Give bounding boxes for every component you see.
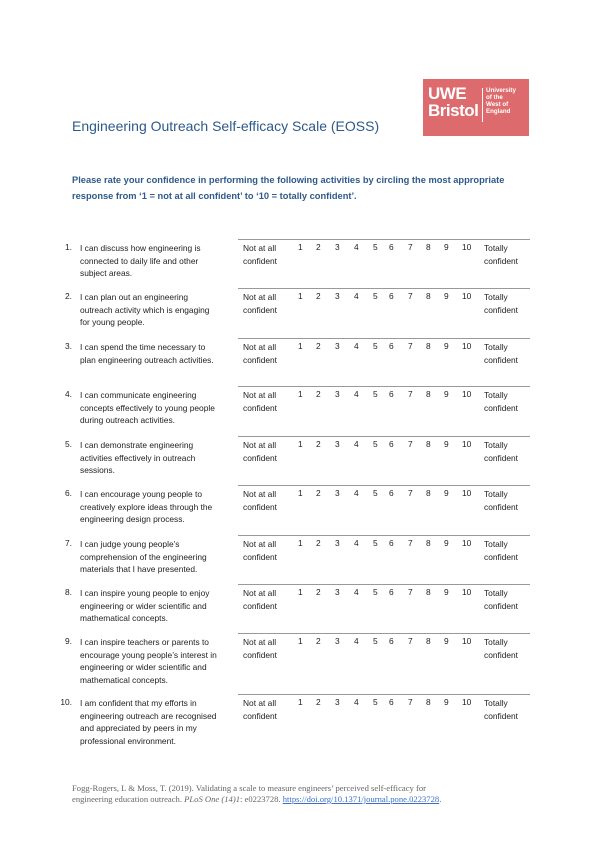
statement-line: I can inspire young people to enjoy xyxy=(80,588,210,598)
scale-option[interactable]: 5 xyxy=(373,697,378,707)
scale-option[interactable]: 1 xyxy=(298,389,303,399)
low-anchor-line: Not at all xyxy=(243,489,277,499)
statement-line: I can discuss how engineering is xyxy=(80,243,201,253)
instructions-line-1: Please rate your confidence in performing the following activities by circling the most appropriate xyxy=(72,175,505,185)
item-number: 9. xyxy=(65,636,72,646)
scale-option[interactable]: 9 xyxy=(444,538,449,548)
scale-option[interactable]: 2 xyxy=(316,242,321,252)
doi-link[interactable]: https://doi.org/10.1371/journal.pone.0223728 xyxy=(282,794,440,804)
scale-option[interactable]: 1 xyxy=(298,587,303,597)
high-anchor-label xyxy=(484,389,534,414)
scale-option[interactable]: 7 xyxy=(408,488,413,498)
scale-option[interactable]: 10 xyxy=(462,697,472,707)
item-number: 4. xyxy=(65,389,72,399)
scale-option[interactable]: 9 xyxy=(444,291,449,301)
statement-line: I can judge young people’s xyxy=(80,539,180,549)
row-divider xyxy=(238,633,530,634)
low-anchor-line: confident xyxy=(243,710,277,721)
low-anchor-line: Not at all xyxy=(243,292,277,302)
statement-line: I am confident that my efforts in xyxy=(80,698,197,708)
low-anchor-line: Not at all xyxy=(243,637,277,647)
table-row xyxy=(0,535,595,575)
low-anchor-label xyxy=(243,636,293,661)
row-divider xyxy=(238,584,530,585)
scale-option[interactable]: 6 xyxy=(389,697,394,707)
item-number: 7. xyxy=(65,538,72,548)
scale-option[interactable]: 10 xyxy=(462,389,472,399)
scale-option[interactable]: 7 xyxy=(408,291,413,301)
statement-line: during outreach activities. xyxy=(80,415,175,425)
high-anchor-line: Totally xyxy=(484,539,508,549)
high-anchor-line: Totally xyxy=(484,489,508,499)
scale-option[interactable]: 1 xyxy=(298,488,303,498)
high-anchor-line: confident xyxy=(484,551,518,562)
table-row xyxy=(0,288,595,328)
statement-line: I can demonstrate engineering xyxy=(80,440,194,450)
low-anchor-line: Not at all xyxy=(243,390,277,400)
item-statement xyxy=(80,488,235,526)
scale-option[interactable]: 3 xyxy=(335,587,340,597)
table-row xyxy=(0,338,595,378)
statement-line: engineering outreach are recognised xyxy=(80,710,217,721)
item-number: 5. xyxy=(65,439,72,449)
scale-option[interactable]: 9 xyxy=(444,697,449,707)
scale-option[interactable]: 3 xyxy=(335,389,340,399)
high-anchor-line: confident xyxy=(484,710,518,721)
logo-uni-line: England xyxy=(486,108,511,115)
table-row xyxy=(0,633,595,685)
scale-option[interactable]: 6 xyxy=(389,587,394,597)
table-row xyxy=(0,436,595,476)
high-anchor-line: confident xyxy=(484,304,518,315)
scale-option[interactable]: 3 xyxy=(335,439,340,449)
scale-option[interactable]: 2 xyxy=(316,291,321,301)
scale-option[interactable]: 10 xyxy=(462,291,472,301)
high-anchor-line: confident xyxy=(484,501,518,512)
scale-option[interactable]: 1 xyxy=(298,291,303,301)
statement-line: plan engineering outreach activities. xyxy=(80,354,214,365)
scale-option[interactable]: 8 xyxy=(426,636,431,646)
low-anchor-line: Not at all xyxy=(243,698,277,708)
low-anchor-label xyxy=(243,538,293,563)
citation-journal: PLoS One (14)1 xyxy=(184,794,241,804)
scale-option[interactable]: 9 xyxy=(444,389,449,399)
scale-option[interactable]: 1 xyxy=(298,636,303,646)
statement-line: outreach activity which is engaging xyxy=(80,304,210,315)
high-anchor-line: Totally xyxy=(484,637,508,647)
scale-option[interactable]: 1 xyxy=(298,439,303,449)
statement-line: materials that I have presented. xyxy=(80,564,198,574)
scale-option[interactable]: 4 xyxy=(354,488,359,498)
statement-line: mathematical concepts. xyxy=(80,613,168,623)
item-statement xyxy=(80,636,235,686)
scale-option[interactable]: 10 xyxy=(462,636,472,646)
instructions-line-2: response from ‘1 = not at all confident’ to ‘10 = totally confident’. xyxy=(72,191,357,201)
scale-option[interactable]: 9 xyxy=(444,242,449,252)
logo-uni-line: West of xyxy=(486,101,509,108)
statement-line: mathematical concepts. xyxy=(80,674,168,685)
uwe-bristol-logo xyxy=(423,79,529,136)
row-divider xyxy=(238,288,530,289)
item-statement xyxy=(80,291,235,329)
scale-option[interactable]: 8 xyxy=(426,439,431,449)
scale-option[interactable]: 10 xyxy=(462,488,472,498)
high-anchor-line: Totally xyxy=(484,390,508,400)
low-anchor-label xyxy=(243,242,293,267)
item-number: 2. xyxy=(65,291,72,301)
low-anchor-line: Not at all xyxy=(243,440,277,450)
logo-divider xyxy=(482,88,483,122)
low-anchor-line: confident xyxy=(243,551,277,562)
statement-line: connected to daily life and other xyxy=(80,255,199,266)
row-divider xyxy=(238,694,530,695)
scale-option[interactable]: 5 xyxy=(373,538,378,548)
low-anchor-label xyxy=(243,697,293,722)
high-anchor-line: confident xyxy=(484,452,518,463)
high-anchor-label xyxy=(484,488,534,513)
scale-option[interactable]: 7 xyxy=(408,439,413,449)
statement-line: for young people. xyxy=(80,317,145,327)
statement-line: sessions. xyxy=(80,465,115,475)
scale-option[interactable]: 4 xyxy=(354,697,359,707)
high-anchor-line: Totally xyxy=(484,440,508,450)
low-anchor-label xyxy=(243,439,293,464)
citation-part-2: engineering education outreach. xyxy=(72,794,185,804)
scale-option[interactable]: 5 xyxy=(373,587,378,597)
scale-option[interactable]: 8 xyxy=(426,389,431,399)
scale-option[interactable]: 7 xyxy=(408,587,413,597)
scale-option[interactable]: 4 xyxy=(354,242,359,252)
statement-line: engineering design process. xyxy=(80,514,185,524)
low-anchor-line: confident xyxy=(243,452,277,463)
high-anchor-label xyxy=(484,439,534,464)
high-anchor-line: Totally xyxy=(484,588,508,598)
scale-option[interactable]: 7 xyxy=(408,538,413,548)
high-anchor-label xyxy=(484,242,534,267)
scale-option[interactable]: 5 xyxy=(373,439,378,449)
statement-line: I can inspire teachers or parents to xyxy=(80,637,209,647)
item-statement xyxy=(80,587,235,625)
row-divider xyxy=(238,485,530,486)
scale-option[interactable]: 6 xyxy=(389,291,394,301)
statement-line: activities effectively in outreach xyxy=(80,452,196,463)
scale-option[interactable]: 3 xyxy=(335,697,340,707)
table-row xyxy=(0,239,595,279)
table-row xyxy=(0,694,595,746)
statement-line: engineering or wider scientific and xyxy=(80,600,207,611)
scale-option[interactable]: 5 xyxy=(373,341,378,351)
scale-option[interactable]: 9 xyxy=(444,587,449,597)
low-anchor-line: confident xyxy=(243,304,277,315)
statement-line: comprehension of the engineering xyxy=(80,551,207,562)
low-anchor-label xyxy=(243,389,293,414)
scale-option[interactable]: 6 xyxy=(389,341,394,351)
scale-option[interactable]: 9 xyxy=(444,439,449,449)
item-number: 1. xyxy=(65,242,72,252)
high-anchor-label xyxy=(484,341,534,366)
citation-part-4: . xyxy=(439,794,442,804)
scale-option[interactable]: 6 xyxy=(389,488,394,498)
scale-option[interactable]: 10 xyxy=(462,242,472,252)
scale-option[interactable]: 7 xyxy=(408,341,413,351)
scale-option[interactable]: 4 xyxy=(354,636,359,646)
scale-option[interactable]: 2 xyxy=(316,389,321,399)
scale-option[interactable]: 10 xyxy=(462,538,472,548)
logo-wordmark xyxy=(428,85,478,119)
row-divider xyxy=(238,239,530,240)
row-divider xyxy=(238,338,530,339)
statement-line: and appreciated by peers in my xyxy=(80,723,197,733)
item-statement xyxy=(80,389,235,427)
instructions xyxy=(72,172,542,204)
scale-option[interactable]: 2 xyxy=(316,697,321,707)
statement-line: creatively explore ideas through the xyxy=(80,501,213,512)
high-anchor-label xyxy=(484,697,534,722)
scale-option[interactable]: 2 xyxy=(316,636,321,646)
item-statement xyxy=(80,439,235,477)
scale-option[interactable]: 1 xyxy=(298,341,303,351)
scale-option[interactable]: 4 xyxy=(354,341,359,351)
low-anchor-line: confident xyxy=(243,501,277,512)
item-number: 6. xyxy=(65,488,72,498)
item-statement xyxy=(80,538,235,576)
logo-line-2: Bristol xyxy=(428,101,479,120)
statement-line: I can plan out an engineering xyxy=(80,292,189,302)
scale-option[interactable]: 2 xyxy=(316,538,321,548)
scale-option[interactable]: 3 xyxy=(335,242,340,252)
scale-option[interactable]: 6 xyxy=(389,439,394,449)
statement-line: professional environment. xyxy=(80,735,176,746)
scale-option[interactable]: 8 xyxy=(426,488,431,498)
scale-option[interactable]: 2 xyxy=(316,439,321,449)
scale-option[interactable]: 1 xyxy=(298,697,303,707)
logo-line-1: UWE xyxy=(428,84,467,103)
high-anchor-line: confident xyxy=(484,255,518,266)
low-anchor-line: Not at all xyxy=(243,588,277,598)
table-row xyxy=(0,584,595,624)
low-anchor-line: confident xyxy=(243,649,277,660)
statement-line: I can spend the time necessary to xyxy=(80,342,206,352)
low-anchor-line: confident xyxy=(243,600,277,611)
citation-part-1: Fogg-Rogers, L & Moss, T. (2019). Validating a scale to measure engineers’ perceived self-efficacy for xyxy=(72,783,426,793)
high-anchor-line: confident xyxy=(484,649,518,660)
scale-option[interactable]: 5 xyxy=(373,291,378,301)
row-divider xyxy=(238,436,530,437)
item-number: 3. xyxy=(65,341,72,351)
table-row xyxy=(0,386,595,426)
item-statement xyxy=(80,697,235,747)
high-anchor-label xyxy=(484,291,534,316)
table-row xyxy=(0,485,595,525)
scale-option[interactable]: 5 xyxy=(373,242,378,252)
scale-option[interactable]: 6 xyxy=(389,538,394,548)
item-number: 10. xyxy=(60,697,72,707)
statement-line: subject areas. xyxy=(80,268,133,278)
scale-option[interactable]: 2 xyxy=(316,488,321,498)
high-anchor-line: Totally xyxy=(484,243,508,253)
scale-option[interactable]: 4 xyxy=(354,291,359,301)
scale-option[interactable]: 4 xyxy=(354,439,359,449)
scale-option[interactable]: 8 xyxy=(426,242,431,252)
page-title: Engineering Outreach Self-efficacy Scale (EOSS) xyxy=(72,118,380,134)
scale-option[interactable]: 10 xyxy=(462,439,472,449)
statement-line: engineering or wider scientific and xyxy=(80,662,207,672)
statement-line: I can encourage young people to xyxy=(80,489,202,499)
high-anchor-label xyxy=(484,538,534,563)
scale-option[interactable]: 3 xyxy=(335,291,340,301)
low-anchor-label xyxy=(243,488,293,513)
logo-uni-line: University xyxy=(486,87,516,94)
scale-option[interactable]: 6 xyxy=(389,389,394,399)
scale-option[interactable]: 9 xyxy=(444,636,449,646)
scale-option[interactable]: 3 xyxy=(335,538,340,548)
scale-option[interactable]: 4 xyxy=(354,587,359,597)
row-divider xyxy=(238,535,530,536)
statement-line: encourage young people’s interest in xyxy=(80,649,217,660)
scale-option[interactable]: 7 xyxy=(408,389,413,399)
item-number: 8. xyxy=(65,587,72,597)
scale-option[interactable]: 10 xyxy=(462,587,472,597)
scale-option[interactable]: 4 xyxy=(354,538,359,548)
low-anchor-line: Not at all xyxy=(243,539,277,549)
scale-option[interactable]: 3 xyxy=(335,636,340,646)
low-anchor-line: confident xyxy=(243,354,277,365)
high-anchor-line: Totally xyxy=(484,342,508,352)
scale-option[interactable]: 2 xyxy=(316,587,321,597)
high-anchor-label xyxy=(484,636,534,661)
low-anchor-label xyxy=(243,291,293,316)
citation-part-3: : e0223728. xyxy=(240,794,283,804)
low-anchor-label xyxy=(243,587,293,612)
low-anchor-line: Not at all xyxy=(243,342,277,352)
row-divider xyxy=(238,386,530,387)
scale-option[interactable]: 10 xyxy=(462,341,472,351)
scale-option[interactable]: 7 xyxy=(408,242,413,252)
scale-option[interactable]: 1 xyxy=(298,538,303,548)
scale-option[interactable]: 5 xyxy=(373,636,378,646)
high-anchor-line: Totally xyxy=(484,292,508,302)
item-statement xyxy=(80,341,235,366)
scale-option[interactable]: 4 xyxy=(354,389,359,399)
logo-uni-line: of the xyxy=(486,94,503,101)
scale-option[interactable]: 5 xyxy=(373,389,378,399)
scale-option[interactable]: 8 xyxy=(426,291,431,301)
statement-line: concepts effectively to young people xyxy=(80,402,215,413)
scale-option[interactable]: 8 xyxy=(426,538,431,548)
high-anchor-label xyxy=(484,587,534,612)
high-anchor-line: confident xyxy=(484,354,518,365)
scale-option[interactable]: 8 xyxy=(426,697,431,707)
item-statement xyxy=(80,242,235,280)
scale-option[interactable]: 1 xyxy=(298,242,303,252)
logo-university-text xyxy=(486,87,516,115)
high-anchor-line: Totally xyxy=(484,698,508,708)
citation xyxy=(72,783,532,805)
scale-option[interactable]: 2 xyxy=(316,341,321,351)
scale-option[interactable]: 7 xyxy=(408,697,413,707)
statement-line: I can communicate engineering xyxy=(80,390,197,400)
scale-option[interactable]: 7 xyxy=(408,636,413,646)
scale-option[interactable]: 8 xyxy=(426,341,431,351)
scale-option[interactable]: 6 xyxy=(389,636,394,646)
high-anchor-line: confident xyxy=(484,402,518,413)
scale-option[interactable]: 9 xyxy=(444,341,449,351)
scale-option[interactable]: 9 xyxy=(444,488,449,498)
scale-option[interactable]: 8 xyxy=(426,587,431,597)
scale-option[interactable]: 6 xyxy=(389,242,394,252)
low-anchor-line: confident xyxy=(243,402,277,413)
low-anchor-line: confident xyxy=(243,255,277,266)
scale-option[interactable]: 5 xyxy=(373,488,378,498)
high-anchor-line: confident xyxy=(484,600,518,611)
low-anchor-line: Not at all xyxy=(243,243,277,253)
scale-option[interactable]: 3 xyxy=(335,341,340,351)
scale-option[interactable]: 3 xyxy=(335,488,340,498)
low-anchor-label xyxy=(243,341,293,366)
